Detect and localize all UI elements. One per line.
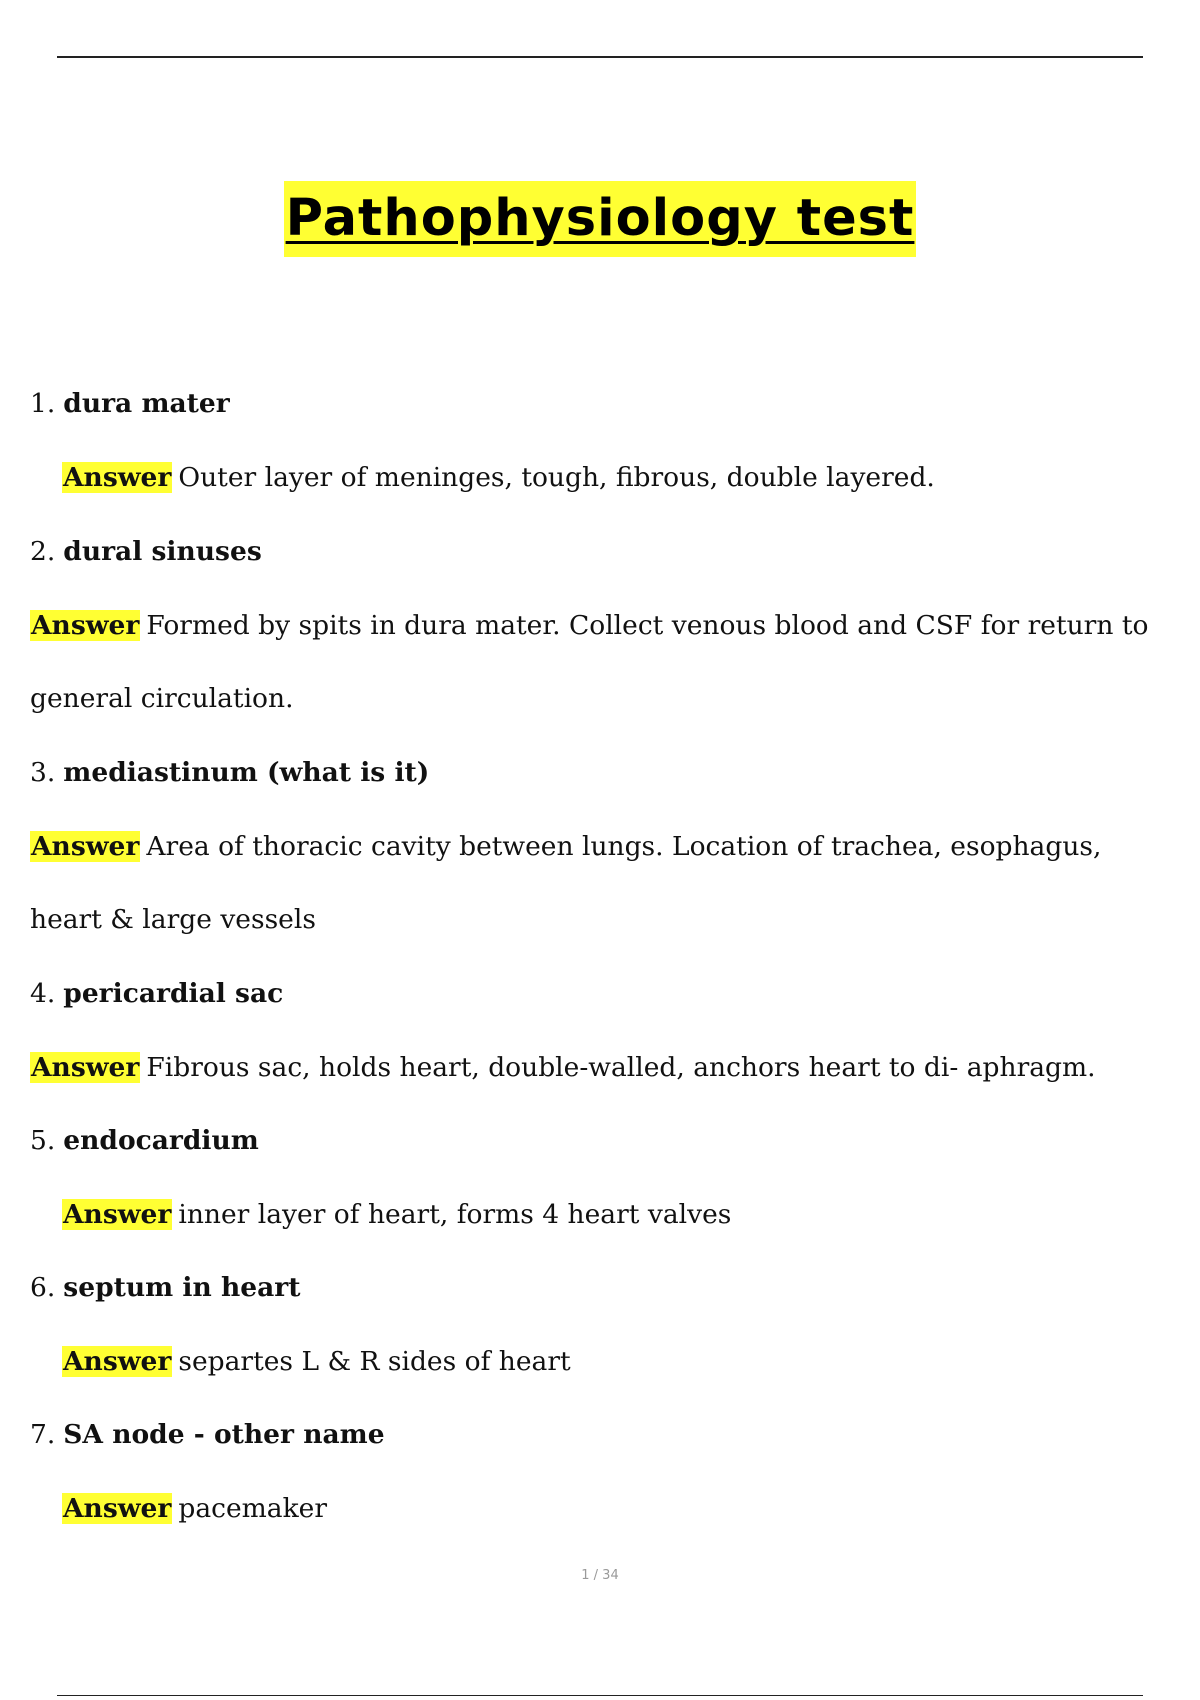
document-title: Pathophysiology test: [284, 181, 917, 257]
question-text: dura mater: [63, 388, 230, 419]
answer-7: [62, 1491, 327, 1527]
answer-text: separtes L & R sides of heart: [178, 1346, 571, 1377]
question-3: [30, 755, 429, 791]
answer-3: [30, 829, 1101, 865]
answer-text: Area of thoracic cavity between lungs. Location of trachea, esophagus,: [146, 831, 1102, 862]
header-rule: [57, 56, 1143, 58]
question-6: [30, 1270, 300, 1306]
question-number: 3.: [30, 757, 56, 788]
question-2: [30, 534, 262, 570]
answer-2: [30, 608, 1148, 644]
question-number: 4.: [30, 978, 56, 1009]
answer-label: Answer: [63, 1346, 172, 1377]
question-number: 7.: [30, 1419, 56, 1450]
question-5: [30, 1123, 259, 1159]
answer-text: Outer layer of meninges, tough, fibrous, double layered.: [178, 462, 935, 493]
answer-text: Formed by spits in dura mater. Collect venous blood and CSF for return to: [146, 610, 1149, 641]
answer-label: Answer: [63, 1199, 172, 1230]
question-1: [30, 386, 230, 422]
answer-3-continued: [30, 902, 316, 938]
answer-4: [30, 1050, 1096, 1086]
answer-text-continued: general circulation.: [30, 683, 294, 714]
answer-text-continued: heart & large vessels: [30, 904, 316, 935]
question-text: dural sinuses: [63, 536, 262, 567]
answer-text: pacemaker: [178, 1493, 328, 1524]
answer-label: Answer: [63, 462, 172, 493]
question-7: [30, 1417, 385, 1453]
question-text: septum in heart: [63, 1272, 301, 1303]
question-text: mediastinum (what is it): [63, 757, 430, 788]
answer-label: Answer: [31, 610, 140, 641]
answer-text: inner layer of heart, forms 4 heart valves: [178, 1199, 732, 1230]
question-4: [30, 976, 283, 1012]
answer-text: Fibrous sac, holds heart, double-walled, anchors heart to di- aphragm.: [146, 1052, 1096, 1083]
answer-label: Answer: [63, 1493, 172, 1524]
page-number: 1 / 34: [581, 1568, 619, 1583]
question-number: 1.: [30, 388, 56, 419]
question-text: endocardium: [63, 1125, 259, 1156]
footer-rule: [57, 1695, 1143, 1696]
answer-2-continued: [30, 681, 294, 717]
answer-label: Answer: [31, 831, 140, 862]
question-number: 5.: [30, 1125, 56, 1156]
question-number: 2.: [30, 536, 56, 567]
question-text: pericardial sac: [63, 978, 284, 1009]
answer-5: [62, 1197, 731, 1233]
question-text: SA node - other name: [63, 1419, 385, 1450]
answer-1: [62, 460, 935, 496]
title-container: [0, 181, 1200, 257]
question-number: 6.: [30, 1272, 56, 1303]
answer-label: Answer: [31, 1052, 140, 1083]
answer-6: [62, 1344, 571, 1380]
